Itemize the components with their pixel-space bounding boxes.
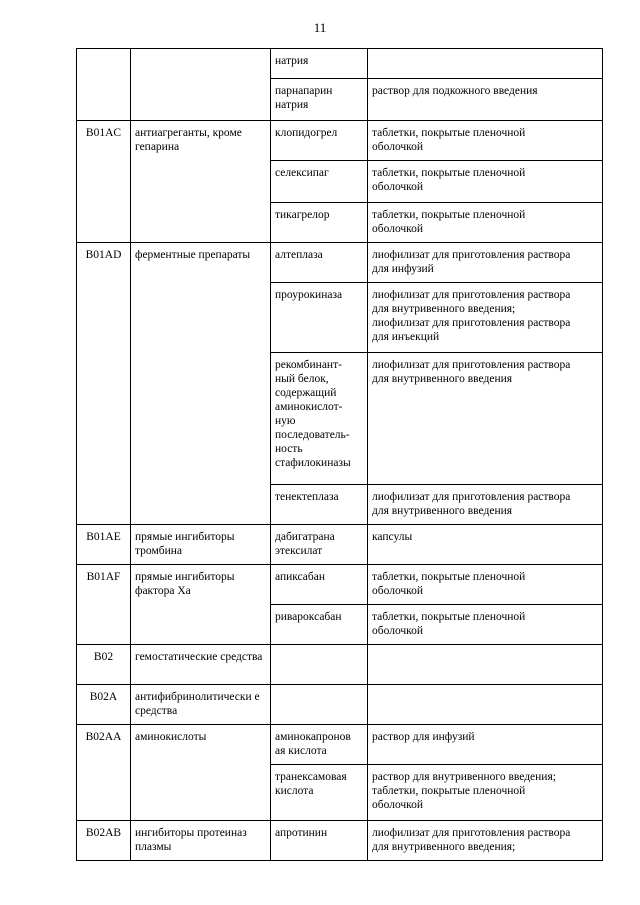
drug-name-line: апиксабан <box>275 571 326 583</box>
drug-name-line: апротинин <box>275 827 328 839</box>
drug-name-line: дабигатрана <box>275 531 335 543</box>
atc-code-cell: B02A <box>77 685 131 725</box>
form-cell <box>368 765 603 821</box>
dosage-form-line: таблетки, покрытые пленочной <box>372 209 526 221</box>
form-cell <box>368 79 603 121</box>
drug-name-line: клопидогрел <box>275 127 338 139</box>
dosage-form-line: оболочкой <box>372 223 424 235</box>
form-cell <box>368 685 603 725</box>
drug-name-line: транексамовая <box>275 771 347 783</box>
form-cell <box>368 605 603 645</box>
drug-cell <box>271 565 368 605</box>
group-cell: аминокислоты <box>131 725 271 821</box>
drug-cell <box>271 485 368 525</box>
drug-cell <box>271 765 368 821</box>
drug-cell <box>271 121 368 161</box>
dosage-form-line: для инъекций <box>372 331 440 343</box>
dosage-form-line: таблетки, покрытые пленочной <box>372 167 526 179</box>
drug-name-line: ную <box>275 415 296 427</box>
drug-name-line: аминокапронов <box>275 731 351 743</box>
group-cell: ингибиторы протеиназ плазмы <box>131 821 271 861</box>
drug-name-line: этексилат <box>275 545 323 557</box>
form-cell <box>368 161 603 203</box>
dosage-form-line: лиофилизат для приготовления раствора <box>372 491 571 503</box>
dosage-form-line: оболочкой <box>372 141 424 153</box>
table-row <box>77 49 603 79</box>
dosage-form-line: раствор для внутривенного введения; <box>372 771 556 783</box>
drug-name-line: ность <box>275 443 303 455</box>
drug-name-line: ный белок, <box>275 373 329 385</box>
dosage-form-line: таблетки, покрытые пленочной <box>372 571 526 583</box>
table-row <box>77 685 603 725</box>
atc-code-cell: B01AF <box>77 565 131 645</box>
dosage-form-line: оболочкой <box>372 799 424 811</box>
dosage-form-line: таблетки, покрытые пленочной <box>372 611 526 623</box>
form-cell <box>368 243 603 283</box>
form-cell <box>368 525 603 565</box>
drug-name-line: тенектеплаза <box>275 491 339 503</box>
dosage-form-line: оболочкой <box>372 181 424 193</box>
table-row <box>77 565 603 605</box>
atc-code-cell: B01AE <box>77 525 131 565</box>
form-cell <box>368 645 603 685</box>
drug-name-line: стафилокиназы <box>275 457 351 469</box>
dosage-form-line: для инфузий <box>372 263 434 275</box>
dosage-form-line: оболочкой <box>372 585 424 597</box>
drug-name-line: парнапарин <box>275 85 333 97</box>
dosage-form-line: для внутривенного введения; <box>372 841 516 853</box>
form-cell <box>368 49 603 79</box>
drug-cell <box>271 283 368 353</box>
dosage-form-line: капсулы <box>372 531 413 543</box>
drug-cell <box>271 821 368 861</box>
table-row <box>77 243 603 283</box>
drug-cell <box>271 525 368 565</box>
dosage-form-line: раствор для подкожного введения <box>372 85 538 97</box>
dosage-form-line: лиофилизат для приготовления раствора <box>372 359 571 371</box>
drug-cell <box>271 79 368 121</box>
atc-code-cell: B01AD <box>77 243 131 525</box>
atc-code-cell: B02AB <box>77 821 131 861</box>
form-cell <box>368 725 603 765</box>
drug-cell <box>271 203 368 243</box>
page-number: 11 <box>313 20 327 35</box>
form-cell <box>368 203 603 243</box>
form-cell <box>368 821 603 861</box>
drug-name-line: последователь- <box>275 429 350 441</box>
form-cell <box>368 485 603 525</box>
drug-name-line: ривароксабан <box>275 611 342 623</box>
dosage-form-line: лиофилизат для приготовления раствора <box>372 289 571 301</box>
drug-name-line: тикагрелор <box>275 209 330 221</box>
dosage-form-line: таблетки, покрытые пленочной <box>372 785 526 797</box>
atc-code-cell <box>77 49 131 121</box>
drug-name-line: натрия <box>275 55 309 67</box>
drug-name-line: аминокислот- <box>275 401 343 413</box>
table-row <box>77 121 603 161</box>
drug-cell <box>271 605 368 645</box>
group-cell: антиагреганты, кроме гепарина <box>131 121 271 243</box>
table-row <box>77 725 603 765</box>
drug-cell <box>271 243 368 283</box>
atc-code-cell: B02AA <box>77 725 131 821</box>
dosage-form-line: для внутривенного введения <box>372 373 513 385</box>
drug-name-line: селексипаг <box>275 167 329 179</box>
table-row <box>77 525 603 565</box>
group-cell: прямые ингибиторы тромбина <box>131 525 271 565</box>
drug-name-line: алтеплаза <box>275 249 323 261</box>
group-cell: ферментные препараты <box>131 243 271 525</box>
drug-name-line: ая кислота <box>275 745 327 757</box>
drug-name-line: содержащий <box>275 387 337 399</box>
group-cell: прямые ингибиторы фактора Ха <box>131 565 271 645</box>
form-cell <box>368 283 603 353</box>
drug-cell <box>271 353 368 485</box>
medication-table <box>76 48 603 861</box>
dosage-form-line: раствор для инфузий <box>372 731 475 743</box>
drug-name-line: натрия <box>275 99 309 111</box>
drug-cell <box>271 645 368 685</box>
group-cell: антифибринолитически е средства <box>131 685 271 725</box>
form-cell <box>368 353 603 485</box>
dosage-form-line: лиофилизат для приготовления раствора <box>372 317 571 329</box>
table-row <box>77 645 603 685</box>
dosage-form-line: лиофилизат для приготовления раствора <box>372 249 571 261</box>
dosage-form-line: лиофилизат для приготовления раствора <box>372 827 571 839</box>
form-cell <box>368 121 603 161</box>
group-cell <box>131 49 271 121</box>
form-cell <box>368 565 603 605</box>
drug-cell <box>271 725 368 765</box>
table-row <box>77 821 603 861</box>
group-cell: гемостатические средства <box>131 645 271 685</box>
dosage-form-line: для внутривенного введения; <box>372 303 516 315</box>
drug-name-line: рекомбинант- <box>275 359 342 371</box>
dosage-form-line: оболочкой <box>372 625 424 637</box>
drug-name-line: кислота <box>275 785 314 797</box>
dosage-form-line: таблетки, покрытые пленочной <box>372 127 526 139</box>
drug-name-line: проурокиназа <box>275 289 343 301</box>
table-body <box>77 49 603 861</box>
atc-code-cell: B02 <box>77 645 131 685</box>
drug-cell <box>271 49 368 79</box>
dosage-form-line: для внутривенного введения <box>372 505 513 517</box>
drug-cell <box>271 161 368 203</box>
atc-code-cell: B01AC <box>77 121 131 243</box>
drug-cell <box>271 685 368 725</box>
